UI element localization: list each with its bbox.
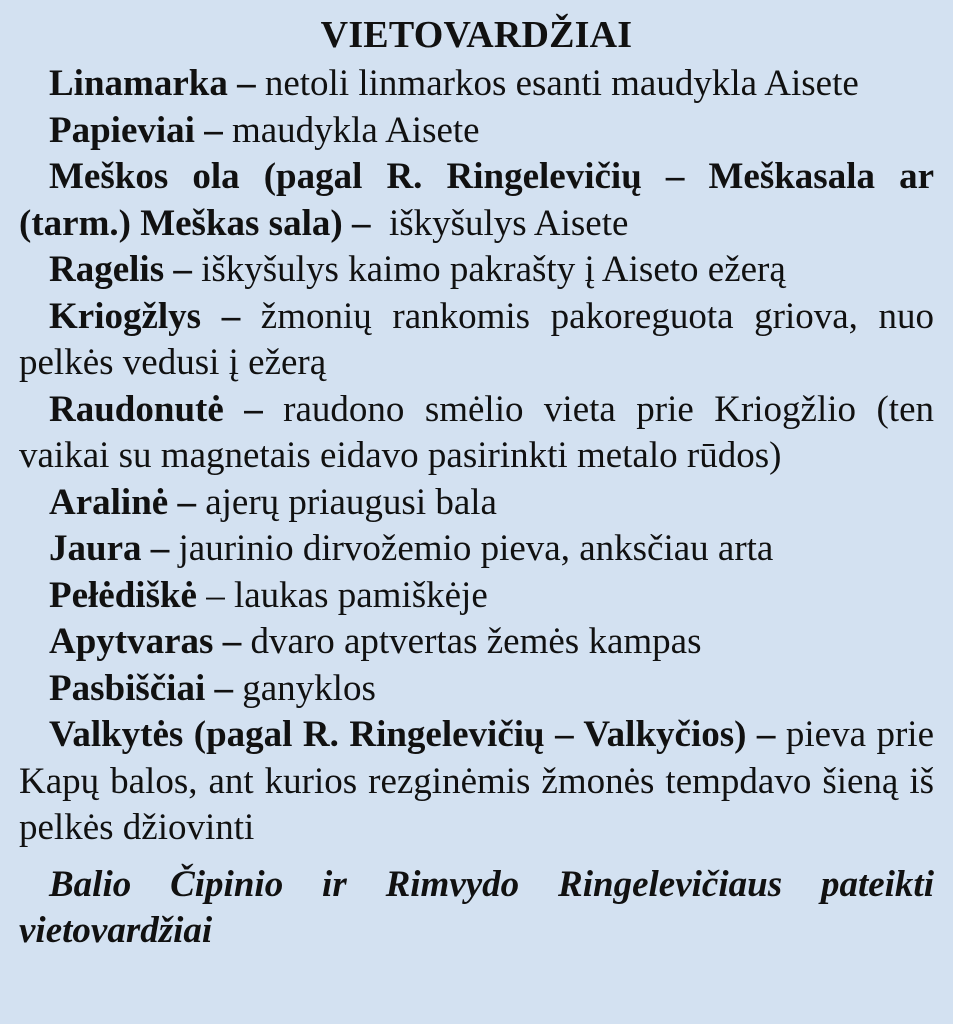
entry-term: Aralinė (49, 481, 169, 523)
entry-term: Valkytės (pagal R. Ringelevičių – Valkyčios) (49, 714, 747, 755)
entry-separator: – (141, 528, 179, 569)
credit-line: Balio Čipinio ir Rimvydo Ringelevičiaus pateikti vietovardžiai (19, 863, 934, 951)
entry (19, 108, 934, 155)
entry-definition: iškyšulys Aisete (388, 202, 629, 244)
entry-separator: – (205, 667, 243, 709)
entry-definition: jaurinio dirvožemio pieva, anksčiau arta (178, 528, 774, 569)
entry-term: Meškos ola (pagal R. Ringelevičių – Meškasala ar (tarm.) Meškas sala) (19, 156, 934, 244)
entry-separator: – (342, 202, 389, 244)
entry-definition: raudono smėlio vieta prie Kriogžlio (ten vaikai su magnetais eidavo pasirinkti metalo rūdos) (19, 388, 934, 476)
entry-term: Papieviai (49, 109, 195, 151)
entry-separator: – (227, 63, 265, 104)
entry (19, 61, 934, 108)
entry (19, 619, 934, 666)
document-title: VIETOVARDŽIAI (320, 14, 633, 56)
entry-definition: maudykla Aisete (231, 109, 480, 151)
entry-separator: – (213, 621, 251, 662)
entry-definition: netoli linmarkos esanti maudykla Aisete (264, 63, 859, 104)
entry-term: Raudonutė (49, 388, 224, 430)
entry (19, 154, 934, 247)
entry-term: Pełėdiškė (49, 574, 197, 616)
entry-term: Kriogžlys (49, 295, 202, 337)
entry-separator: – (201, 295, 261, 337)
entry (19, 480, 934, 527)
entry (19, 666, 934, 713)
entry-term: Ragelis (49, 249, 165, 290)
entry (19, 712, 934, 852)
entry (19, 294, 934, 387)
entry-definition: žmonių rankomis pakoreguota griova, nuo pelkės vedusi į ežerą (19, 295, 935, 383)
entry-definition: iškyšulys kaimo pakrašty į Aiseto ežerą (201, 249, 786, 290)
entry-term: Apytvaras (49, 621, 214, 662)
entry (19, 247, 934, 294)
entry (19, 526, 934, 573)
entry (19, 573, 934, 620)
entry-separator: – (196, 574, 234, 616)
entry-separator: – (194, 109, 232, 151)
entry-separator: – (168, 481, 206, 523)
entry-definition: ajerų priaugusi bala (205, 481, 497, 523)
entry-definition: laukas pamiškėje (233, 574, 488, 616)
entry-list (19, 61, 934, 852)
entry-separator: – (223, 388, 284, 430)
entry-term: Pasbiščiai (49, 667, 206, 709)
entry-separator: – (164, 249, 202, 290)
entry-definition: ganyklos (242, 667, 376, 709)
entry (19, 387, 934, 480)
entry-definition: pieva prie Kapų balos, ant kurios rezginėmis žmonės tempdavo šieną iš pelkės džiovinti (19, 714, 934, 848)
entry-definition: dvaro aptvertas žemės kampas (250, 621, 702, 662)
entry-term: Jaura (49, 528, 142, 569)
entry-separator: – (746, 714, 786, 755)
entry-term: Linamarka (49, 63, 228, 104)
